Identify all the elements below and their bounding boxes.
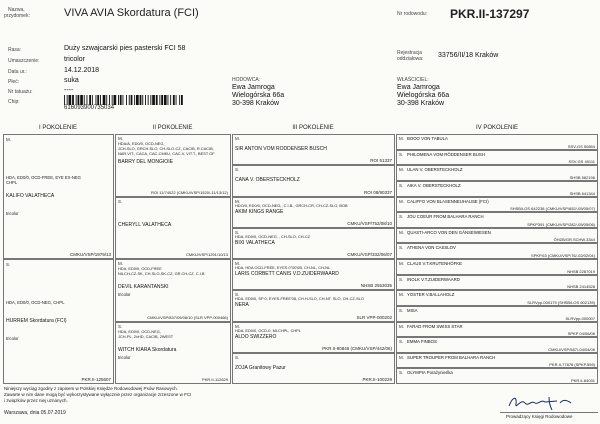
breed-label: Rasa: xyxy=(8,47,22,53)
gen3-cell-0 xyxy=(232,134,395,165)
gen3-cell-4 xyxy=(232,259,395,290)
ancestor-sex: S. xyxy=(235,167,240,173)
ancestor-reg: ROI 11/74022 (CMKU/VSP/1520/-11/13/12) xyxy=(150,189,228,195)
ancestor-sex: M. xyxy=(235,136,240,141)
parent-health: HDA, ED0/0, OCD-NEG, CHPL xyxy=(6,300,65,305)
dob: 14.12.2018 xyxy=(64,67,100,74)
ancestor-health-3: NAR.VIT., CACA, CAC-CMKU, CAC-V, VIT.T., BEST OF xyxy=(118,151,215,156)
parent-reg: CMKU/VSP/1979/13 xyxy=(69,252,111,257)
gen3-cell-5 xyxy=(232,290,395,321)
ancestor-name: ZOJA Granitowy Pazur xyxy=(235,364,286,371)
parent-sex: M. xyxy=(6,137,11,142)
gen3-cell-6 xyxy=(232,322,395,353)
parent-name: KALIFO VALATHECA xyxy=(6,193,55,199)
gen4-cell-3 xyxy=(396,181,598,197)
ancestor-sex: S. xyxy=(399,151,404,157)
ancestor-reg: NHSB 2553035 xyxy=(360,283,392,289)
ancestor-reg: CMKU/VSP/587/-04/04/06 xyxy=(548,346,595,352)
ancestor-health: HDA/A, ED0/0, OCD-NEG, xyxy=(118,141,165,146)
color-label: Umaszczenie: xyxy=(8,58,40,64)
ancestor-reg: CMKU/VSP/837/09/08/10 (SLR VPP-000466) xyxy=(147,314,228,320)
ancestor-name: SIR ANTON VOM RÖDDENSER BUSCH xyxy=(235,146,327,152)
footer-line-3: i związków przez niej uznanych. xyxy=(4,398,68,403)
ancestor-name: NERA xyxy=(235,302,249,309)
ancestor-name: CLAUS V.T.KRUTENHÖFKE xyxy=(407,261,462,266)
chip-label: Chip: xyxy=(8,99,20,105)
ancestor-sex: S. xyxy=(118,323,123,329)
gen1-cell-0 xyxy=(3,134,114,259)
parent-health-2: CHPL xyxy=(6,180,18,185)
gen1-cell-1 xyxy=(3,259,114,384)
ancestor-reg: SPKP.63 (CMKU/VSP/76/-02/02/04) xyxy=(531,253,595,258)
ancestor-health: HDA, ED0/0, OCD-NEG, xyxy=(118,328,161,334)
gen4-cell-15 xyxy=(396,368,598,384)
parent-sex: S. xyxy=(6,262,11,267)
ancestor-health-2: JCH-PL, 2xHD, CACIB, 2WEST xyxy=(118,333,174,339)
breeder-label: HODOWCA: xyxy=(232,77,261,83)
ancestor-reg: CMKU/VSP/332/06/07 xyxy=(347,252,392,257)
gen4-cell-4 xyxy=(396,197,598,213)
ancestor-reg: SSV-GS 50854 xyxy=(567,143,595,149)
ancestor-name: BOOO VON TABULA xyxy=(407,136,448,141)
gen4-cell-9 xyxy=(396,275,598,291)
gen4-cell-14 xyxy=(396,353,598,369)
ancestor-sex: S. xyxy=(399,182,404,188)
ancestor-color: tricolor xyxy=(118,354,131,360)
ancestor-sex: M. xyxy=(235,198,240,204)
ancestor-reg: CMKU/VSP/752/08/10 xyxy=(347,220,392,226)
name-label-2: przydomek: xyxy=(4,13,30,19)
ancestor-name: AKIM KINGS RANGE xyxy=(235,208,284,215)
ancestor-reg: NHSB 2267019 xyxy=(567,268,595,274)
ancestor-health-2: NILCH-CZ-SK, CH-SLO-SK-CZ, GR.CH-CZ, C.I.B. xyxy=(118,271,206,276)
place-date: Warszawa, dnia 05.07.2019 xyxy=(4,410,66,416)
ancestor-sex: M. xyxy=(235,261,240,266)
ancestor-sex: M. xyxy=(399,167,404,173)
ancestor-name: EMMA FINBOS xyxy=(407,339,437,345)
parent-health: HDA, ED0/0, OCD-FREE, EYE EX-NEG xyxy=(6,175,81,180)
sex-label: Płeć: xyxy=(8,79,20,85)
gen3-cell-7 xyxy=(232,353,395,384)
gen2-cell-0 xyxy=(115,134,231,197)
ancestor-health: HDA, ED0/0, OCD-NEG, , CH-SLO, CH-CZ xyxy=(235,233,311,239)
ancestor-sex: S. xyxy=(399,276,404,282)
ancestor-reg: SHSB 641344 xyxy=(569,190,595,196)
ancestor-name: OLYMPIA Porażynieńka xyxy=(407,370,453,376)
ancestor-name: CHERYLL VALATHECA xyxy=(118,221,172,228)
gen4-cell-8 xyxy=(396,259,598,275)
ancestor-name: INOLK V.T.ZUIDERWAARD xyxy=(407,276,460,282)
ancestor-name: FARAD FROM SWISS STAR xyxy=(407,323,463,329)
ancestor-reg: SLRVpp-000179 (SHSB/LOS 602139) xyxy=(527,299,595,305)
gen2-cell-3 xyxy=(115,322,231,385)
ancestor-sex: M. xyxy=(399,198,404,204)
sex: suka xyxy=(64,77,79,84)
chip-barcode xyxy=(64,95,184,105)
signature-icon xyxy=(505,394,575,412)
ancestor-health: HDA, HDA OCD-FREE, EYES 0°00'0B, CH-NL, CH-NL xyxy=(235,265,331,270)
color: tricolor xyxy=(64,56,86,63)
pedigree-number-label: Nr rodowodu: xyxy=(397,11,428,17)
parent-name: HURREM Skordatura (FCI) xyxy=(6,318,67,324)
ancestor-reg: ROI 08/90337 xyxy=(363,189,392,195)
ancestor-sex: M. xyxy=(399,354,404,360)
ancestor-health: HDA, ED0/0, SP 0, EYES-FREE'08, CH.H-SLO, CH-NT. SLO, CH-CZ-SLO xyxy=(235,296,364,302)
ancestor-sex: S. xyxy=(235,229,240,235)
ancestor-sex: S. xyxy=(235,354,240,360)
gen4-cell-5 xyxy=(396,212,598,228)
ancestor-reg: CMKU/VSP/1291/10/13 xyxy=(185,252,228,257)
ancestor-reg: ÖHZB/GR.SCHW.3344 xyxy=(553,237,595,243)
chip-number: 616093900735034 xyxy=(64,105,115,111)
ancestor-reg: SHSB 582196 xyxy=(569,174,595,180)
ancestor-health: HDA, ED0/0, OCD-FREE xyxy=(118,266,162,271)
footer-line-1: Niniejszy wyciąg zgodny z zapisem w Polskiej Księdze Rodowodowej Psów Rasowych. xyxy=(4,386,178,391)
ancestor-health-2: JCH-SLO, GRCH-SLO, CH-SLO-CZ, CACIB, R.CACIB, xyxy=(118,146,214,151)
gen-header-3: III POKOLENIE xyxy=(292,125,334,131)
gen4-cell-12 xyxy=(396,322,598,338)
ancestor-health: HDO/0, ED0/0, OCD-NEG,, C.I.B., GRCH-CR, CH-CZ-SLO, BOB xyxy=(235,202,348,208)
gen3-cell-2 xyxy=(232,197,395,228)
ancestor-reg: SLRVpp-000007 xyxy=(565,315,595,321)
ancestor-reg: NHSB 2414528 xyxy=(567,284,595,290)
ancestor-name: JOU COEUR FROM BALHARA RANCH xyxy=(407,214,484,220)
signer-label: Prowadzący Księgi Rodowodowe xyxy=(506,414,573,419)
ancestor-sex: M. xyxy=(235,323,240,329)
ancestor-reg: SPKP 04/06/06 xyxy=(567,331,595,337)
ancestor-name: WITCH KIARA Skordatura xyxy=(118,346,177,353)
gen4-cell-0 xyxy=(396,134,598,150)
footer-line-2: Zawarte w nim dane mogą być wykorzystywane wyłącznie przez organizacje zrzeszone w FCI xyxy=(4,392,192,397)
ancestor-name: ULAN V. OBERSTECKHOLZ xyxy=(407,167,463,173)
name-label: Nazwa, xyxy=(8,7,25,13)
gen4-cell-11 xyxy=(396,306,598,322)
parent-color: tricolor xyxy=(6,211,19,216)
tattoo: ---- xyxy=(64,87,74,94)
ancestor-sex: M. xyxy=(399,292,404,298)
ancestor-reg: SPKP391 (CMKU/VSP/282/-05/05/06) xyxy=(527,221,595,227)
pedigree-number: PKR.II-137297 xyxy=(450,7,530,21)
breeder-name: Ewa Jamroga xyxy=(232,84,275,91)
gen4-cell-2 xyxy=(396,165,598,181)
ancestor-name: CANA V. OBERSTECKHOLZ xyxy=(235,177,300,184)
ancestor-sex: M. xyxy=(399,136,404,141)
ancestor-name: YOSTER V.BALLAHOLZ xyxy=(407,292,455,298)
gen4-cell-1 xyxy=(396,150,598,166)
ancestor-name: ALDO SWIZZERO xyxy=(235,333,277,340)
ancestor-reg: ROI 51337 xyxy=(370,158,392,164)
ancestor-reg: PKR.II-100229 xyxy=(362,377,392,382)
ancestor-name: CALIFFO VON BLASENNEUHAUSE (FCI) xyxy=(407,198,489,204)
gen-header-4: IV POKOLENIE xyxy=(475,125,518,131)
ancestor-name: BIXI VALATHECA xyxy=(235,239,275,246)
ancestor-sex: S. xyxy=(399,339,404,345)
owner-street: Wielogórska 66a xyxy=(397,92,450,99)
registration-label: Rejestracja xyxy=(397,50,423,56)
ancestor-sex: S. xyxy=(399,245,404,251)
ancestor-sex: S. xyxy=(399,370,404,376)
ancestor-name: MISA xyxy=(407,307,418,313)
ancestor-sex: M. xyxy=(118,261,123,266)
gen4-cell-7 xyxy=(396,243,598,259)
gen4-cell-10 xyxy=(396,290,598,306)
gen3-cell-3 xyxy=(232,228,395,259)
owner-city: 30-398 Kraków xyxy=(397,100,445,107)
breeder-city: 30-398 Kraków xyxy=(232,100,280,107)
ancestor-sex: M. xyxy=(399,229,404,235)
ancestor-name: AIKA V. OBERSTECKHOLZ xyxy=(407,182,461,188)
gen-header-2: II POKOLENIE xyxy=(152,125,193,131)
ancestor-sex: S. xyxy=(399,214,404,220)
ancestor-sex: M. xyxy=(399,261,404,266)
ancestor-reg: PKR.II-90846 (CMKU/VSP/442/06) xyxy=(322,345,392,351)
ancestor-reg: PKR.II-84031 xyxy=(570,378,595,383)
breeder-street: Wielogórska 66a xyxy=(232,92,285,99)
ancestor-name: DEVIL KARANTANSKI xyxy=(118,284,169,290)
owner-name: Ewa Jamroga xyxy=(397,84,440,91)
gen-header-1: I POKOLENIE xyxy=(38,125,77,131)
ancestor-sex: S. xyxy=(235,292,240,298)
tattoo-label: Nr tatuażu: xyxy=(8,89,33,95)
gen4-cell-13 xyxy=(396,337,598,353)
ancestor-name: LARIS CORBETT CANIS V.D.ZUIDERWAARD xyxy=(235,271,339,277)
ancestor-sex: M. xyxy=(399,323,404,329)
ancestor-sex: M. xyxy=(118,136,123,141)
gen2-cell-1 xyxy=(115,197,231,260)
gen3-cell-1 xyxy=(232,165,395,196)
owner-label: WŁAŚCICIEL: xyxy=(397,77,429,83)
breed: Duży szwajcarski pies pasterski FCI 58 xyxy=(64,45,186,52)
ancestor-reg: SHSB/LOS 642238 (CMKU/VSP/652/-05/05/07) xyxy=(510,206,595,212)
ancestor-name: BARRY DEL MONGIOIE xyxy=(118,159,173,165)
ancestor-name: ATHENA VON CASSLOV xyxy=(407,245,456,251)
dob-label: Data ur.: xyxy=(8,69,27,75)
ancestor-name: SUPER TROUPER FROM BALHARA RANCH xyxy=(407,354,496,360)
gen4-cell-6 xyxy=(396,228,598,244)
ancestor-reg: PKR.II-77878 (SPKP.559) xyxy=(549,362,595,368)
registration-label-2: oddziałowa: xyxy=(397,56,424,62)
ancestor-health: HDA, ED0/0, OCD-0, MLCHPL, CHPL xyxy=(235,327,301,333)
gen2-cell-2 xyxy=(115,259,231,322)
parent-reg: PKR.II-125607 xyxy=(81,377,111,382)
ancestor-name: PHILOMENA VOM RÖDDENSER BUSH xyxy=(407,151,485,157)
ancestor-reg: SLR VPP-000202 xyxy=(356,314,392,320)
ancestor-color: tricolor xyxy=(118,292,131,297)
ancestor-reg: PKR.II-112629 xyxy=(202,377,228,382)
registration: 33756/II/18 Kraków xyxy=(438,52,499,59)
ancestor-sex: S. xyxy=(399,307,404,313)
parent-color: tricolor xyxy=(6,336,19,341)
ancestor-sex: S. xyxy=(118,198,123,204)
ancestor-reg: SSV-GS 49111 xyxy=(568,159,595,165)
ancestor-name: QUASTI-ARCO VON DEN GÄNSEWIESEN xyxy=(407,229,491,235)
dog-name: VIVA AVIA Skordatura (FCI) xyxy=(64,7,199,19)
